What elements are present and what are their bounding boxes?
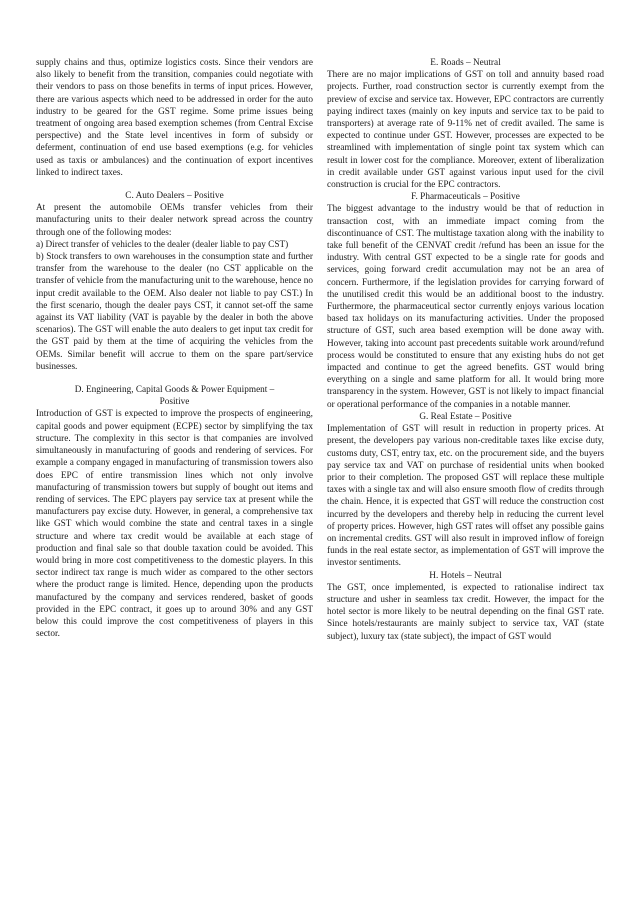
section-h-heading: H. Hotels – Neutral xyxy=(429,570,502,581)
section-g-paragraph-1: Implementation of GST will result in reduction in property prices. At present, the developers pay various non-creditable taxes like excise duty, customs duty, CST, entry tax, etc. on the procurement side, and the buyers pay service tax and VAT on purchase of residential units when booked prior to their completion. The proposed GST will replace these multiple taxes with a single tax and will also ensure smooth flow of credits through the chain. Hence, it is expected that GST will reduce the construction cost incurred by the developers and thereby help in reducing the current level of property prices. However, high GST rates will offset any possible gains on incremental credits. GST will also result in improved inflow of foreign funds in the real estate sector, as implementation of GST will improve the investor sentiments. xyxy=(327,424,604,569)
section-d-heading-line-1: D. Engineering, Capital Goods & Power Equipment – xyxy=(74,385,275,396)
section-c-paragraph-1: At present the automobile OEMs transfer vehicles from their manufacturing units to their dealer network spread across the country through one of the following modes: xyxy=(36,203,313,238)
section-g-heading: G. Real Estate – Positive xyxy=(419,411,512,422)
section-h-paragraph-1: The GST, once implemented, is expected to rationalise indirect tax structure and usher in seamless tax credit. However, the impact for the hotel sector is more likely to be neutral depending on the final GST rate. Since hotels/restaurants are mainly subject to service tax, VAT (state subject), luxury tax (state subject), the impact of GST would xyxy=(327,582,604,642)
section-f-paragraph-1: The biggest advantage to the industry would be that of reduction in transaction cost, with an immediate impact coming from the discontinuance of CST. The multistage taxation along with the inability to take full benefit of the CENVAT credit /refund has been an issue for the industry. With central GST expected to be a single rate for goods and services, going forward credit accumulation may not be an area of concern. Furthermore, if the legislation provides for carrying forward of the unutilised credit this would be an additional boost to the industry. Furthermore, the pharmaceutical sector currently enjoys various location based tax holidays on its manufacturing activities. Under the proposed structure of GST, such area based exemption will be done away with. However, taking into account past precedents suitable work around/refund process would be constituted to ensure that any existing hubs do not get impacted and continue to get the agreed benefits. GST would bring everything on a single and same platform for all. It would bring more transparency in the system. However, GST is not likely to impact financial or operational performance of the companies in a notable manner. xyxy=(327,204,604,410)
section-d-paragraph-1: Introduction of GST is expected to improve the prospects of engineering, capital goods and power equipment (ECPE) sector by simplifying the tax structure. The complexity in this sector is that companies are involved simultaneously in manufacturing of goods and rendering of services. For example a company engaged in manufacturing of transmission towers also does EPC of entire transmission lines which not only involve manufacturing of transmission towers but supply of bought out items and rending of services. The EPC players pay service tax at present while the manufacturers pay excise duty. However, in general, a comprehensive tax like GST which would combine the state and central taxes in a single structure and where tax credit would be available at each stage of production and final sale so that double taxation could be avoided. This would bring in more cost competitiveness to the domestic players. In this sector indirect tax range is much wider as compared to the other sectors where the product range is limited. Hence, depending upon the products manufactured by the company and services rendered, basket of goods provided in the EPC contract, it goes up to around 30% and any GST below this could improve the cost competitiveness of players in this sector. xyxy=(36,409,313,640)
section-f-heading: F. Pharmaceuticals – Positive xyxy=(411,192,520,203)
section-c-heading: C. Auto Dealers – Positive xyxy=(125,191,224,202)
section-e-heading: E. Roads – Neutral xyxy=(430,58,501,68)
right-column xyxy=(327,57,604,643)
section-c-paragraph-2: a) Direct transfer of vehicles to the dealer (dealer liable to pay CST) xyxy=(36,239,289,250)
section-e-paragraph-1: There are no major implications of GST on toll and annuity based road projects. Further, road construction sector is currently exempt from the preview of excise and service tax. However, EPC contractors are currently paying indirect taxes (mainly on key inputs and service tax to be paid to transporters) at average rate of 9-11% net of credit availed. The same is expected to continue under GST. However, processes are expected to be streamlined with implementation of single point tax system which can result in lower cost for the compliance. Moreover, extent of liberalization in credit available under GST against various input used for the civil construction is crucial for the EPC contractors. xyxy=(327,70,604,191)
section-d-heading-line-2: Positive xyxy=(159,397,190,408)
left-column xyxy=(36,57,313,640)
intro-paragraph: supply chains and thus, optimize logistics costs. Since their vendors are also likely to benefit from the transition, companies could negotiate with their vendors to pass on those benefits in terms of input prices. However, there are various aspects which need to be addressed in order for the auto industry to be geared for the GST regime. Some prime issues being treatment of ongoing area based exemption schemes (from Central Excise perspective) and the State level incentives in form of subsidy or deferment, continuation of end use based exemptions (e.g. for vehicles used as taxis or ambulances) and the continuation of export incentives linked to indirect taxes. xyxy=(36,58,313,178)
section-c-paragraph-3: b) Stock transfers to own warehouses in the consumption state and further transfer from the warehouse to the dealer (no CST applicable on the transfer of vehicle from the manufacturing unit to the warehouse, hence no input credit available to the OEM. Also dealer not liable to pay CST.) In the first scenario, though the dealer pays CST, it cannot set-off the same against its VAT liability (VAT is payable by the dealer in both the above scenarios). The GST will enable the auto dealers to get input tax credit for the GST paid by them at the time of acquiring the vehicles from the OEMs. Similar benefit will accrue to them on the spare part/service businesses. xyxy=(36,252,313,372)
